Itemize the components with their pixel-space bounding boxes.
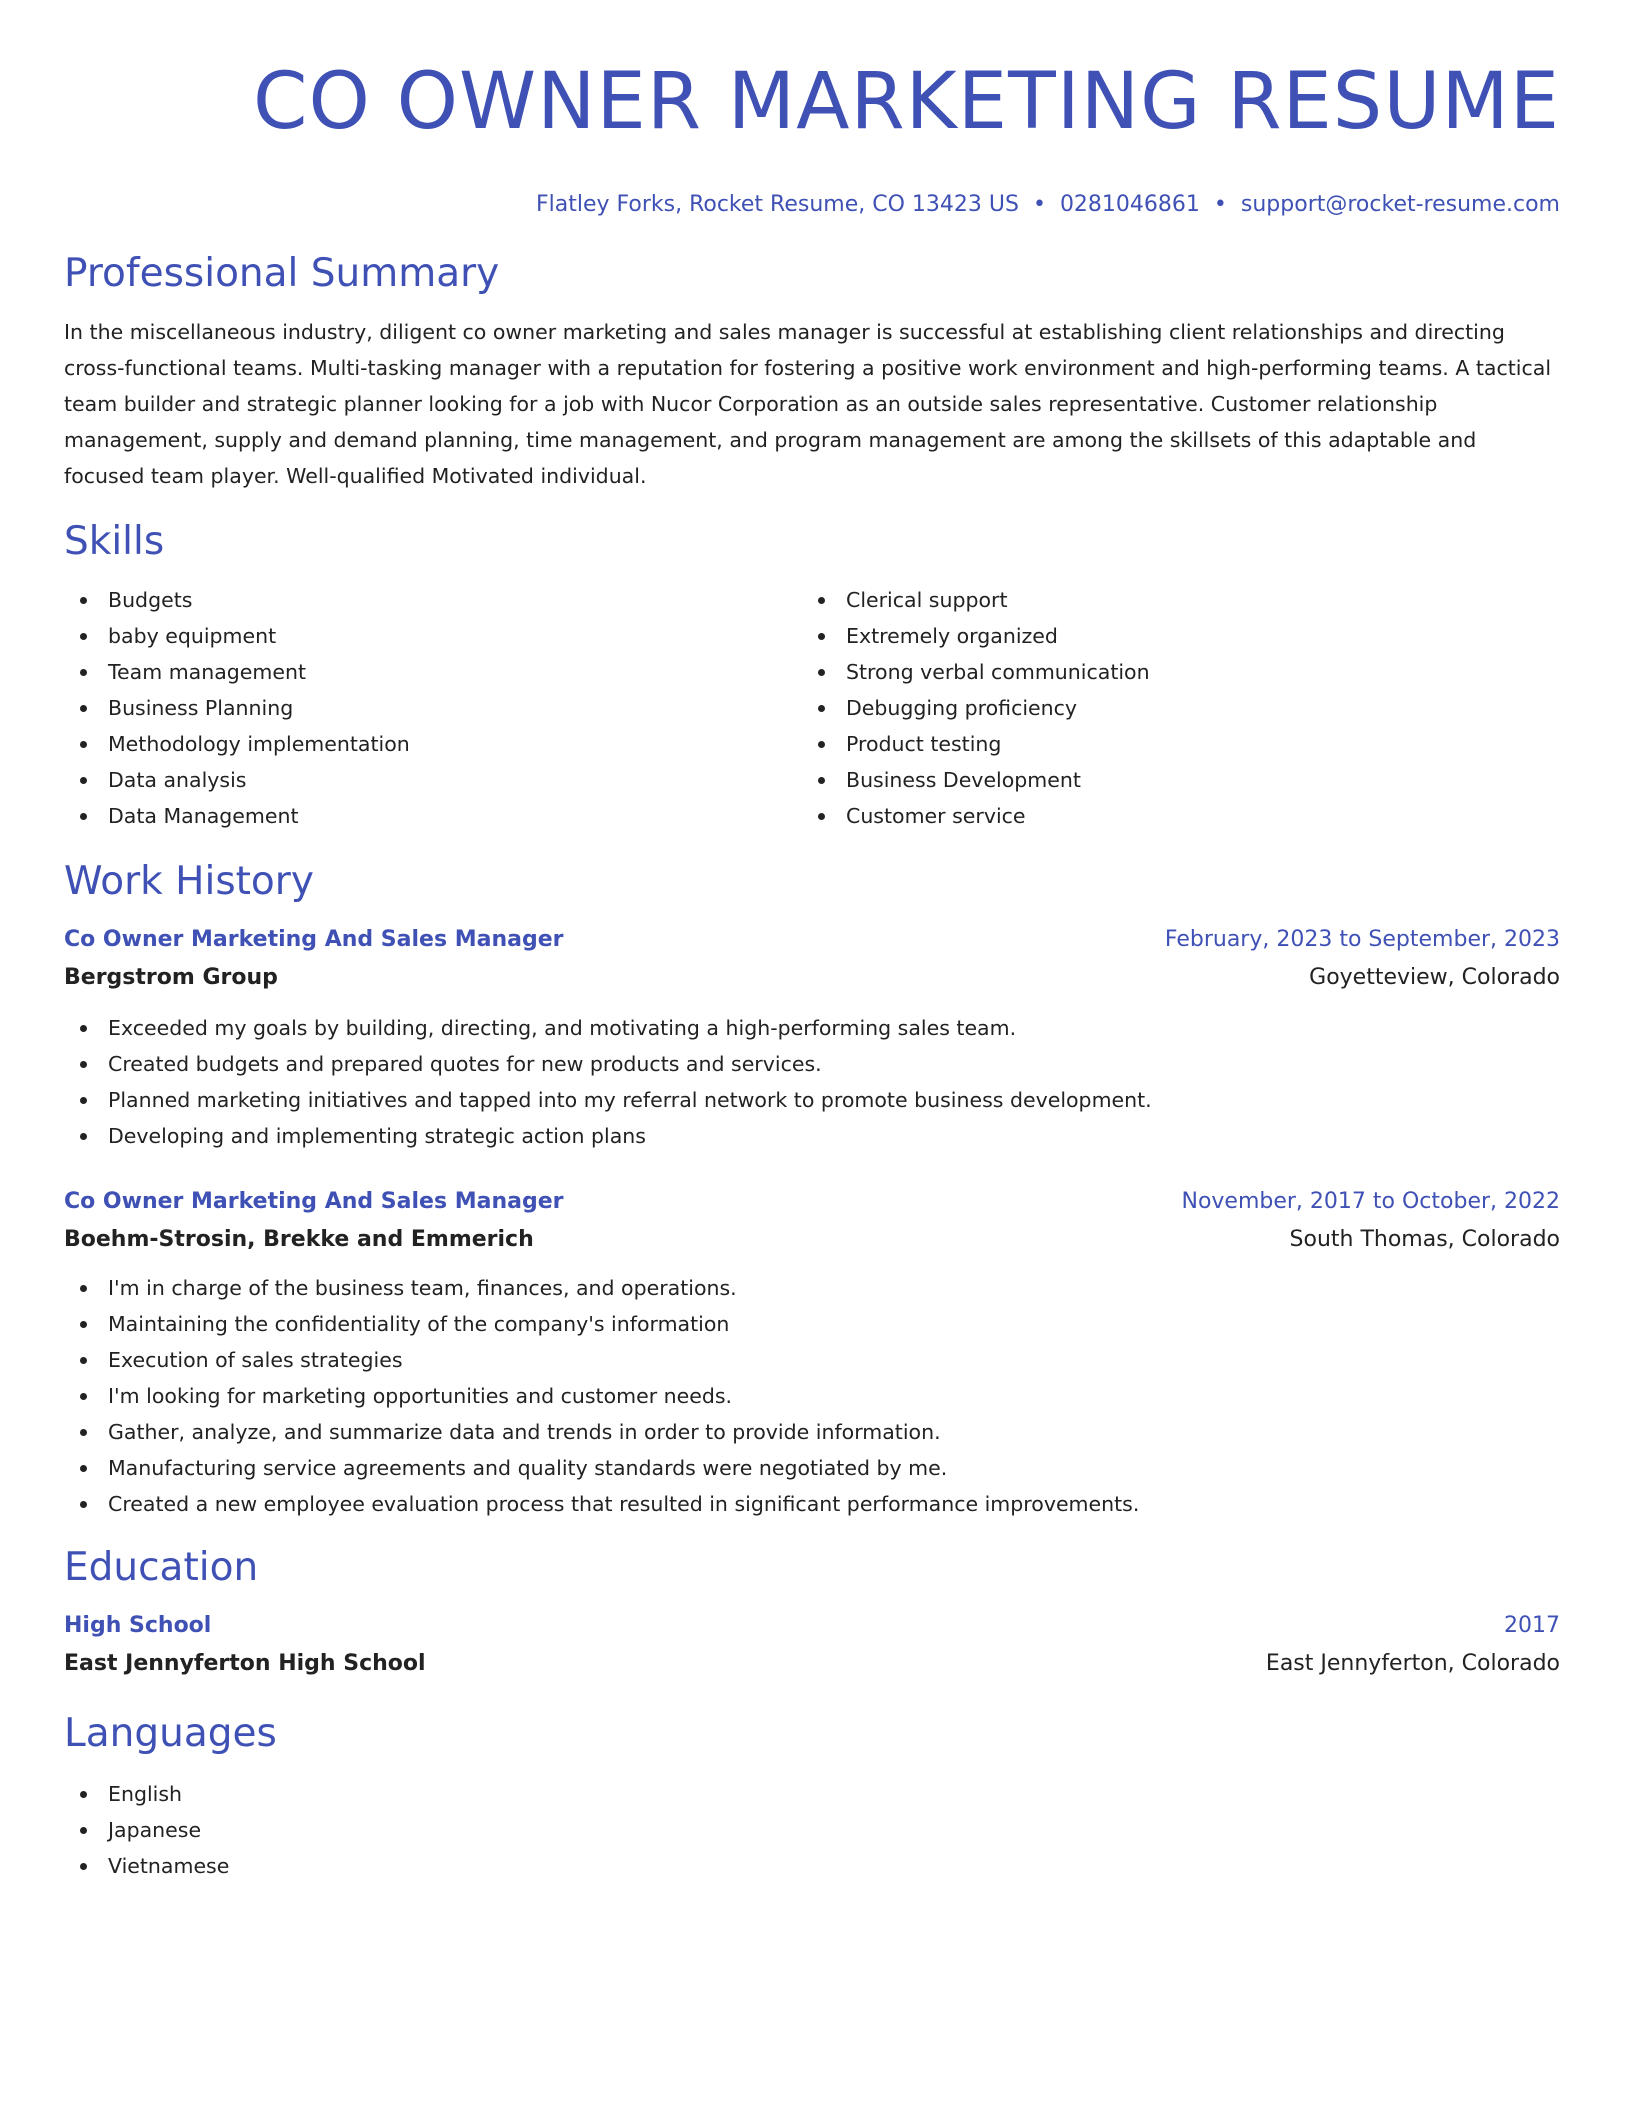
job-location: Goyetteview, Colorado (1309, 965, 1560, 990)
job-company: Bergstrom Group (64, 965, 278, 990)
skills-column-right (802, 582, 1540, 834)
job-title: Co Owner Marketing And Sales Manager (64, 1189, 564, 1214)
skill-item: Team management (64, 654, 802, 690)
job-bullet: Exceeded my goals by building, directing, and motivating a high-performing sales team. (64, 1010, 1560, 1046)
resume-title: CO OWNER MARKETING RESUME (253, 57, 1560, 147)
language-item: English (64, 1776, 1560, 1812)
education-school: East Jennyferton High School (64, 1651, 426, 1676)
skill-item: Strong verbal communication (802, 654, 1540, 690)
summary-heading: Professional Summary (64, 251, 500, 296)
job-bullet: Maintaining the confidentiality of the company's information (64, 1306, 1560, 1342)
skill-item: Clerical support (802, 582, 1540, 618)
job-company: Boehm-Strosin, Brekke and Emmerich (64, 1227, 534, 1252)
contact-address: Flatley Forks, Rocket Resume, CO 13423 US (535, 192, 1019, 217)
language-item: Japanese (64, 1812, 1560, 1848)
skill-item: Data analysis (64, 762, 802, 798)
job-entry (64, 1184, 1560, 1522)
skill-item: Business Development (802, 762, 1540, 798)
job-bullets (64, 1010, 1560, 1154)
job-dates: November, 2017 to October, 2022 (1181, 1189, 1560, 1214)
job-bullet: Created a new employee evaluation process that resulted in significant performance improvements. (64, 1486, 1560, 1522)
skills-list (64, 582, 1560, 834)
job-bullet: Created budgets and prepared quotes for new products and services. (64, 1046, 1560, 1082)
job-bullet: Gather, analyze, and summarize data and trends in order to provide information. (64, 1414, 1560, 1450)
skills-heading: Skills (64, 519, 165, 564)
job-bullets (64, 1270, 1560, 1522)
education-year: 2017 (1504, 1613, 1560, 1638)
education-degree: High School (64, 1613, 212, 1638)
skill-item: Budgets (64, 582, 802, 618)
job-bullet: Planned marketing initiatives and tapped into my referral network to promote business development. (64, 1082, 1560, 1118)
job-bullet: I'm in charge of the business team, finances, and operations. (64, 1270, 1560, 1306)
job-location: South Thomas, Colorado (1289, 1227, 1560, 1252)
skill-item: Data Management (64, 798, 802, 834)
skill-item: Business Planning (64, 690, 802, 726)
skill-item: baby equipment (64, 618, 802, 654)
language-item: Vietnamese (64, 1848, 1560, 1884)
skill-item: Debugging proficiency (802, 690, 1540, 726)
job-bullet: I'm looking for marketing opportunities and customer needs. (64, 1378, 1560, 1414)
contact-line (64, 190, 1560, 220)
contact-phone: 0281046861 (1059, 192, 1200, 217)
education-entry (64, 1608, 1560, 1682)
education-location: East Jennyferton, Colorado (1265, 1651, 1560, 1676)
languages-heading: Languages (64, 1711, 277, 1756)
job-entry (64, 922, 1560, 1154)
job-bullet: Developing and implementing strategic action plans (64, 1118, 1560, 1154)
education-heading: Education (64, 1545, 259, 1590)
summary-text: In the miscellaneous industry, diligent co owner marketing and sales manager is successful at establishing client relationships and directing cross-functional teams. Multi-tasking manager with a reputation for fostering a positive work environment and high-performing teams. A tactical team builder and strategic planner looking for a job with Nucor Corporation as an outside sales representative. Customer relationship management, supply and demand planning, time management, and program management are among the skillsets of this adaptable and focused team player. Well-qualified Motivated individual. (64, 320, 1552, 488)
skill-item: Product testing (802, 726, 1540, 762)
skills-column-left (64, 582, 802, 834)
job-dates: February, 2023 to September, 2023 (1164, 927, 1560, 952)
job-bullet: Execution of sales strategies (64, 1342, 1560, 1378)
contact-email: support@rocket-resume.com (1240, 192, 1560, 217)
skill-item: Customer service (802, 798, 1540, 834)
skill-item: Methodology implementation (64, 726, 802, 762)
skill-item: Extremely organized (802, 618, 1540, 654)
resume-page (64, 0, 1560, 1884)
job-title: Co Owner Marketing And Sales Manager (64, 927, 564, 952)
job-bullet: Manufacturing service agreements and quality standards were negotiated by me. (64, 1450, 1560, 1486)
contact-separator: • (1213, 192, 1227, 217)
contact-separator: • (1032, 192, 1046, 217)
languages-list (64, 1776, 1560, 1884)
work-history-heading: Work History (64, 859, 314, 904)
